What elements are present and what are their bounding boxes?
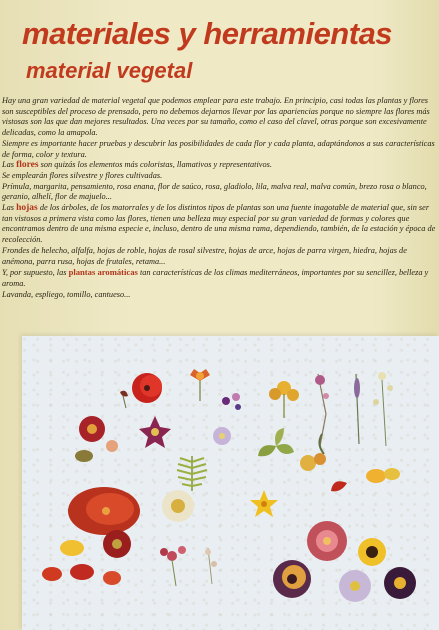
green-leaf-sprig bbox=[258, 428, 294, 456]
paragraph-leaves-rest: de los árboles, de los matorrales y de los distintos tipos de plantas son una fuente inagotable de material que, sin ser tan vistosos a primera vista como las flores, tienen una belleza muy especial por su gran variedad de formas y colores que encontramos dentro de una misma especie e, incluso, dentro de una misma rama, dependiendo, también, de la estación y época de recolección. bbox=[2, 203, 436, 245]
section-subtitle: material vegetal bbox=[26, 58, 193, 83]
pink-sprig-bottom bbox=[160, 546, 186, 586]
red-petals-left bbox=[42, 564, 121, 585]
orange-flower bbox=[190, 369, 210, 401]
paragraph-flowers-rest: son quizás los elementos más coloristas, llamativos y representativos. bbox=[40, 160, 272, 170]
yellow-flower-left bbox=[60, 540, 84, 556]
highlight-hojas: hojas bbox=[16, 203, 38, 214]
page-title: materiales y herramientas bbox=[22, 16, 393, 51]
daisy bbox=[162, 490, 194, 522]
olive-leaf bbox=[75, 450, 93, 462]
paragraph-wild-flowers: Se emplearán flores silvestre y flores cultivadas. bbox=[2, 170, 163, 180]
paragraph-leaf-list: Frondes de helecho, alfalfa, hojas de roble, hojas de rosal silvestre, hojas de arce, hojas de parra virgen, hiedra, hojas de anémona, parra rusa, hojas de frutales, retama... bbox=[2, 245, 407, 266]
pink-rose bbox=[307, 521, 347, 561]
violet-sprig bbox=[222, 393, 241, 410]
peach-tiny-flower bbox=[106, 440, 118, 452]
lilac-pansy bbox=[339, 570, 371, 602]
yellow-pansy bbox=[358, 538, 386, 566]
paragraph-leaves bbox=[2, 203, 438, 246]
paragraph-tests: Siempre es importante hacer pruebas y descubrir las posibilidades de cada flor y cada planta, adaptándonos a sus características de forma, color y textura. bbox=[2, 138, 435, 159]
body-text bbox=[2, 96, 438, 300]
paragraph-intro: Hay una gran variedad de material vegetal que podemos emplear para este trabajo. En principio, casi todas las plantas y flores son susceptibles del proceso de prensado, pero no debemos dejarnos llevar por las apariencias porque no siempre las flores más vistosas son las que dan mejores resultados. Una veces por su tamaño, como el caso del clavel, otras porque son excesivamente delicadas, como la amapola. bbox=[2, 96, 430, 138]
paragraph-flower-list: Prímula, margarita, pensamiento, rosa enana, flor de saúco, rosa, gladiolo, lila, malva real, malva común, brezo rosa o blanco, geranio, alhelí, flor de majuelo... bbox=[2, 181, 427, 202]
yellow-orange-sprig bbox=[300, 453, 326, 471]
lavender-stalk bbox=[354, 374, 360, 444]
yellow-sprig bbox=[269, 381, 299, 418]
pink-star-flower bbox=[139, 416, 171, 448]
highlight-flores: flores bbox=[16, 160, 39, 171]
highlight-plantas-aromaticas: plantas aromáticas bbox=[68, 267, 138, 278]
dark-pansy-right bbox=[384, 567, 416, 599]
dark-red-flower bbox=[103, 530, 131, 558]
paragraph-aromatic-lead: Y, por supuesto, las bbox=[2, 268, 67, 278]
red-leaf bbox=[331, 481, 347, 491]
pressed-flowers-photo bbox=[22, 336, 439, 630]
lilac-flower bbox=[213, 427, 231, 445]
paragraph-flowers-lead: Las bbox=[2, 160, 14, 170]
yellow-star bbox=[250, 490, 278, 517]
purple-pansy bbox=[273, 560, 311, 598]
small-dark-bud bbox=[120, 391, 128, 408]
yellow-petal-cluster bbox=[366, 468, 400, 483]
paragraph-flowers bbox=[2, 160, 438, 171]
pink-sprig bbox=[315, 374, 329, 454]
fern-frond bbox=[177, 456, 207, 491]
red-rose bbox=[68, 487, 140, 535]
crimson-flower bbox=[79, 416, 105, 442]
paragraph-aromatic-rest: tan características de los climas mediterráneos, importantes por su sencillez, belleza y aroma. bbox=[2, 268, 429, 288]
paragraph-aromatic-list: Lavanda, espliego, tomillo, cantueso... bbox=[2, 289, 131, 299]
paragraph-aromatic bbox=[2, 267, 438, 289]
pressed-flowers-illustration bbox=[22, 336, 439, 630]
cream-sprig bbox=[373, 372, 393, 446]
paragraph-leaves-lead: Las bbox=[2, 203, 14, 213]
red-poppy bbox=[132, 373, 162, 403]
pale-sprig bbox=[205, 548, 217, 584]
